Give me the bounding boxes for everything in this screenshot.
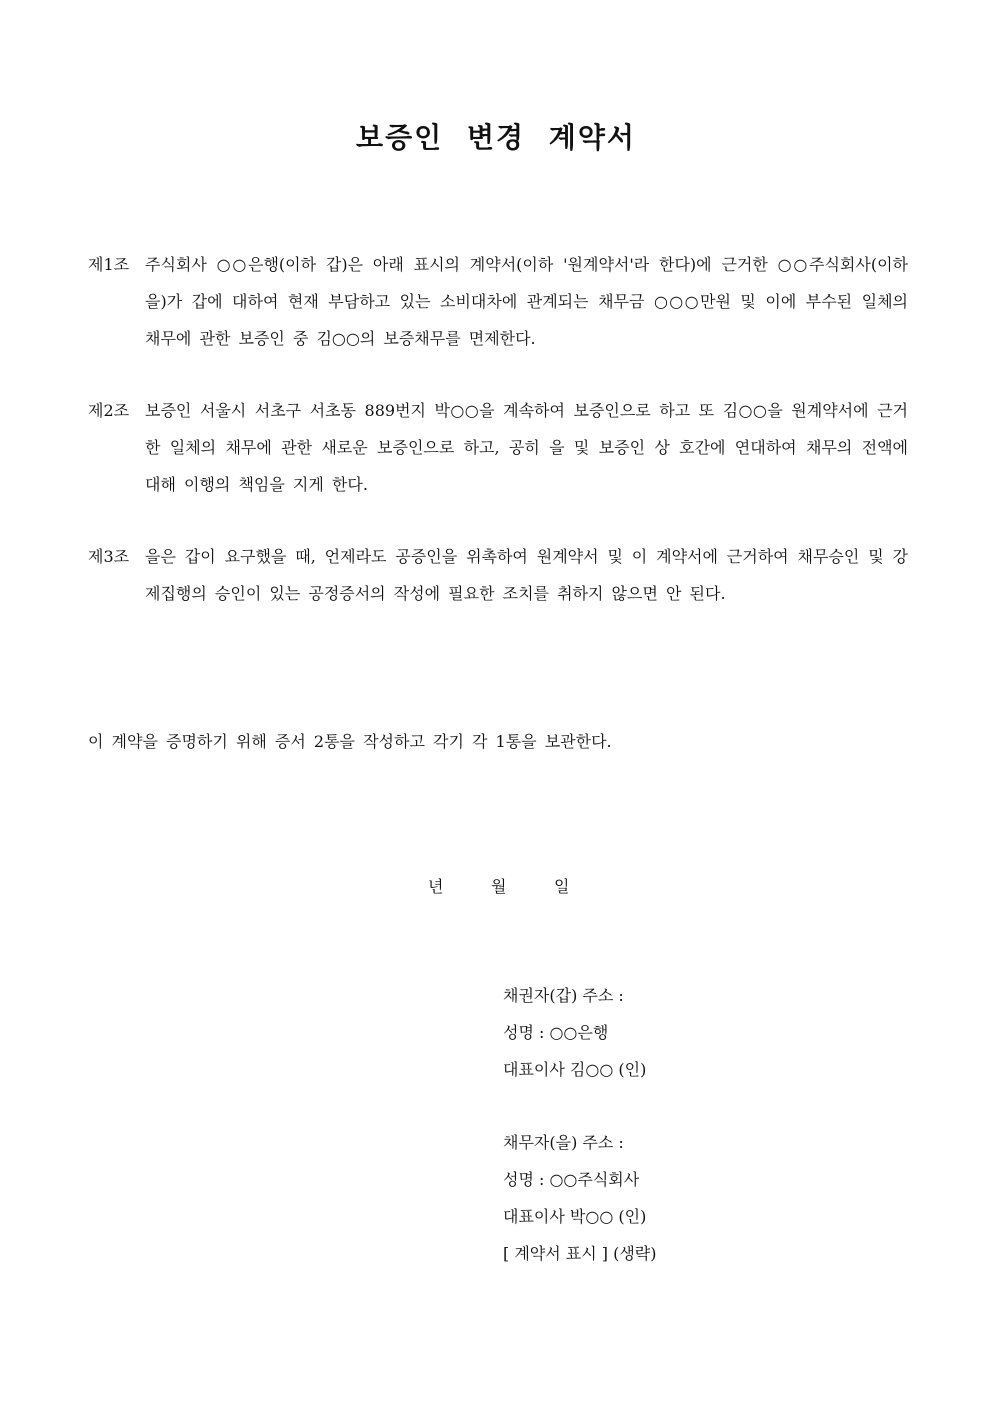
creditor-name: 성명 : ○○은행	[503, 1023, 609, 1042]
date-year-label: 년	[428, 877, 444, 896]
article-2	[88, 392, 908, 503]
article-label: 제2조	[88, 401, 130, 420]
creditor-address: 채권자(갑) 주소 :	[503, 986, 624, 1005]
closing-statement: 이 계약을 증명하기 위해 증서 2통을 작성하고 각기 각 1통을 보관한다.	[88, 732, 612, 751]
article-text: 을은 갑이 요구했을 때, 언제라도 공증인을 위촉하여 원계약서 및 이 계약서에 근거하여 채무승인 및 강제집행의 승인이 있는 공정증서의 작성에 필요한 조치를 취하지 않으면 안 된다.	[145, 547, 908, 603]
debtor-representative: 대표이사 박○○ (인)	[503, 1207, 647, 1226]
date-day-label: 일	[554, 877, 570, 896]
contract-note: [ 계약서 표시 ] (생략)	[503, 1244, 657, 1263]
date-month-label: 월	[491, 877, 507, 896]
article-text: 보증인 서울시 서초구 서초동 889번지 박○○을 계속하여 보증인으로 하고 또 김○○을 원계약서에 근거한 일체의 채무에 관한 새로운 보증인으로 하고, 공히 을 및 보증인 상 호간에 연대하여 채무의 전액에 대해 이행의 책임을 지게 한다.	[145, 401, 908, 494]
creditor-representative: 대표이사 김○○ (인)	[503, 1060, 647, 1079]
debtor-block	[503, 1124, 646, 1235]
article-3	[88, 538, 908, 612]
article-1	[88, 246, 908, 357]
debtor-name: 성명 : ○○주식회사	[503, 1170, 640, 1189]
document-title: 보증인 변경 계약서	[356, 121, 636, 154]
article-text: 주식회사 ○○은행(이하 갑)은 아래 표시의 계약서(이하 '원계약서'라 한다)에 근거한 ○○주식회사(이하 을)가 갑에 대하여 현재 부담하고 있는 소비대차에 관계되는 채무금 ○○○만원 및 이에 부수된 일체의 채무에 관한 보증인 중 김○○의 보증채무를 면제한다.	[145, 255, 908, 348]
creditor-block	[503, 977, 646, 1088]
debtor-address: 채무자(을) 주소 :	[503, 1133, 624, 1152]
article-label: 제3조	[88, 547, 130, 566]
article-label: 제1조	[88, 255, 130, 274]
